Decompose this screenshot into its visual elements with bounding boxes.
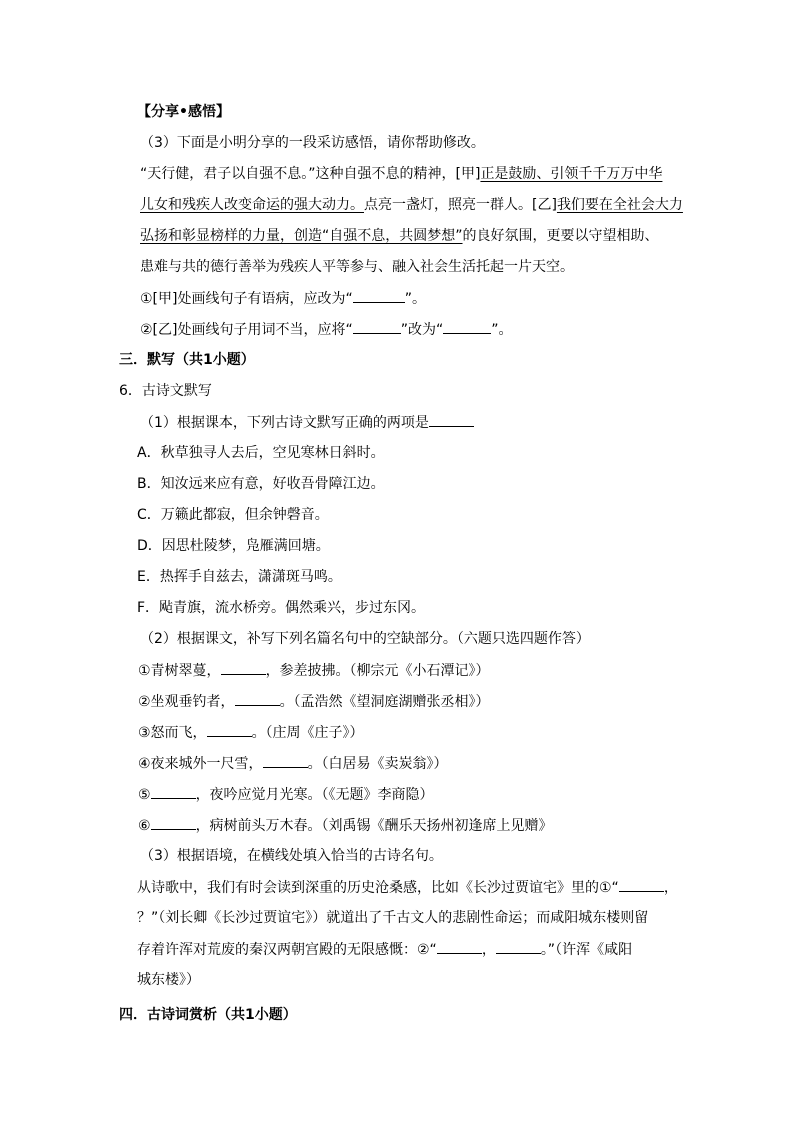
answer-blank[interactable] xyxy=(263,753,308,768)
text: ， xyxy=(663,880,678,896)
answer-blank[interactable] xyxy=(151,784,196,799)
q6-part-2: （2）根据课文，补写下列名篇名句中的空缺部分。（六题只选四题作答） xyxy=(140,631,590,647)
text: ”。 xyxy=(404,291,426,307)
underlined-sentence-yi: 弘扬和彰显榜样的力量，创造“自强不息，共圆梦想” xyxy=(140,228,463,244)
section-3-title: 三．默写（共1小题） xyxy=(119,352,255,368)
text: 的良好氛围，更要以守望相助、 xyxy=(462,228,659,244)
context-line-2 xyxy=(137,908,648,928)
text: ④夜来城外一尺雪， xyxy=(138,756,263,772)
text: ②坐观垂钓者， xyxy=(138,694,235,710)
underlined-sentence-jia: 儿女和残疾人改变命运的强大动力。 xyxy=(140,197,364,213)
q3-intro: （3）下面是小明分享的一段采访感悟，请你帮助修改。 xyxy=(140,135,485,151)
text: 。（孟浩然《望洞庭湖赠张丞相》） xyxy=(279,694,490,710)
text: ，参差披拂。（柳宗元《小石潭记》） xyxy=(265,663,490,679)
passage-line-3 xyxy=(140,226,659,246)
section-4-title: 四．古诗词赏析（共1小题） xyxy=(119,1007,297,1023)
underlined-sentence-jia: 正是鼓励、引领千千万万中华 xyxy=(480,166,663,182)
text: 存着许浑对荒废的秦汉两朝宫殿的无限感慨：②“ xyxy=(137,942,437,958)
text: ”。 xyxy=(491,322,513,338)
text: ⑥ xyxy=(138,818,151,834)
fill-item-6 xyxy=(138,815,553,836)
q6-title: 6．古诗文默写 xyxy=(119,383,212,399)
answer-blank[interactable] xyxy=(429,412,474,427)
text: ③怒而飞， xyxy=(138,725,207,741)
answer-blank[interactable] xyxy=(221,660,266,675)
text: ①青树翠蔓， xyxy=(138,663,221,679)
answer-blank[interactable] xyxy=(437,939,482,954)
fill-item-5 xyxy=(138,784,434,805)
text: （1）根据课本，下列古诗文默写正确的两项是 xyxy=(140,415,429,431)
option-d: D．因思杜陵梦，凫雁满回塘。 xyxy=(137,538,330,554)
share-heading: 【分享•感悟】 xyxy=(137,104,230,120)
answer-blank[interactable] xyxy=(353,288,405,303)
text: ， xyxy=(481,942,496,958)
text: ”改为“ xyxy=(400,322,444,338)
text: 点亮一盏灯，照亮一群人。[乙] xyxy=(364,197,557,213)
passage-line-2 xyxy=(140,195,683,215)
option-b: B．知汝远来应有意，好收吾骨障江边。 xyxy=(137,476,385,492)
text: ⑤ xyxy=(138,787,151,803)
passage-line-4: 患难与共的德行善举为残疾人平等参与、融入社会生活托起一片天空。 xyxy=(140,259,574,275)
option-a: A．秋草独寻人去后，空见寒林日斜时。 xyxy=(137,445,385,461)
fill-item-2 xyxy=(138,691,490,712)
text: 。（庄周《庄子》） xyxy=(251,725,364,741)
underlined-sentence-yi: 我们要在全社会大力 xyxy=(556,197,683,213)
option-e: E．热挥手自兹去，潇潇斑马鸣。 xyxy=(137,569,342,585)
option-f: F．飐青旗，流水桥旁。偶然乘兴，步过东冈。 xyxy=(137,600,426,616)
answer-blank[interactable] xyxy=(443,319,491,334)
answer-blank[interactable] xyxy=(353,319,401,334)
text: 从诗歌中，我们有时会读到深重的历史沧桑感，比如《长沙过贾谊宅》里的①“ xyxy=(137,880,619,896)
context-line-3 xyxy=(137,939,632,960)
answer-blank[interactable] xyxy=(496,939,541,954)
text: ？”（刘长卿《长沙过贾谊宅》）就道出了千古文人的悲剧性命运；而咸阳城东楼则留 xyxy=(137,910,649,926)
option-c: C．万籁此都寂，但余钟磬音。 xyxy=(137,507,329,523)
fill-item-1 xyxy=(138,660,490,681)
text: ，夜吟应觉月光寒。（《无题》李商隐） xyxy=(195,787,434,803)
context-line-1 xyxy=(137,877,678,898)
q6-part-1 xyxy=(140,412,474,433)
q6-part-3: （3）根据语境，在横线处填入恰当的古诗名句。 xyxy=(140,848,443,864)
fill-item-4 xyxy=(138,753,448,774)
fill-item-3 xyxy=(138,722,364,743)
question-item-1 xyxy=(140,288,426,309)
question-item-2 xyxy=(140,319,513,340)
answer-blank[interactable] xyxy=(619,877,664,892)
text: “天行健，君子以自强不息。”这种自强不息的精神，[甲] xyxy=(140,166,481,182)
text: 。（白居易《卖炭翁》） xyxy=(307,756,448,772)
answer-blank[interactable] xyxy=(235,691,280,706)
passage-line-1 xyxy=(140,164,662,184)
answer-blank[interactable] xyxy=(151,815,196,830)
text: ，病树前头万木春。（刘禹锡《酬乐天扬州初逢席上见赠》 xyxy=(195,818,553,834)
text: ①[甲]处画线句子有语病，应改为“ xyxy=(140,291,353,307)
text: ②[乙]处画线句子用词不当，应将“ xyxy=(140,322,353,338)
context-line-4: 城东楼》） xyxy=(137,972,200,988)
text: 。”（许浑《咸阳 xyxy=(540,942,633,958)
answer-blank[interactable] xyxy=(207,722,252,737)
